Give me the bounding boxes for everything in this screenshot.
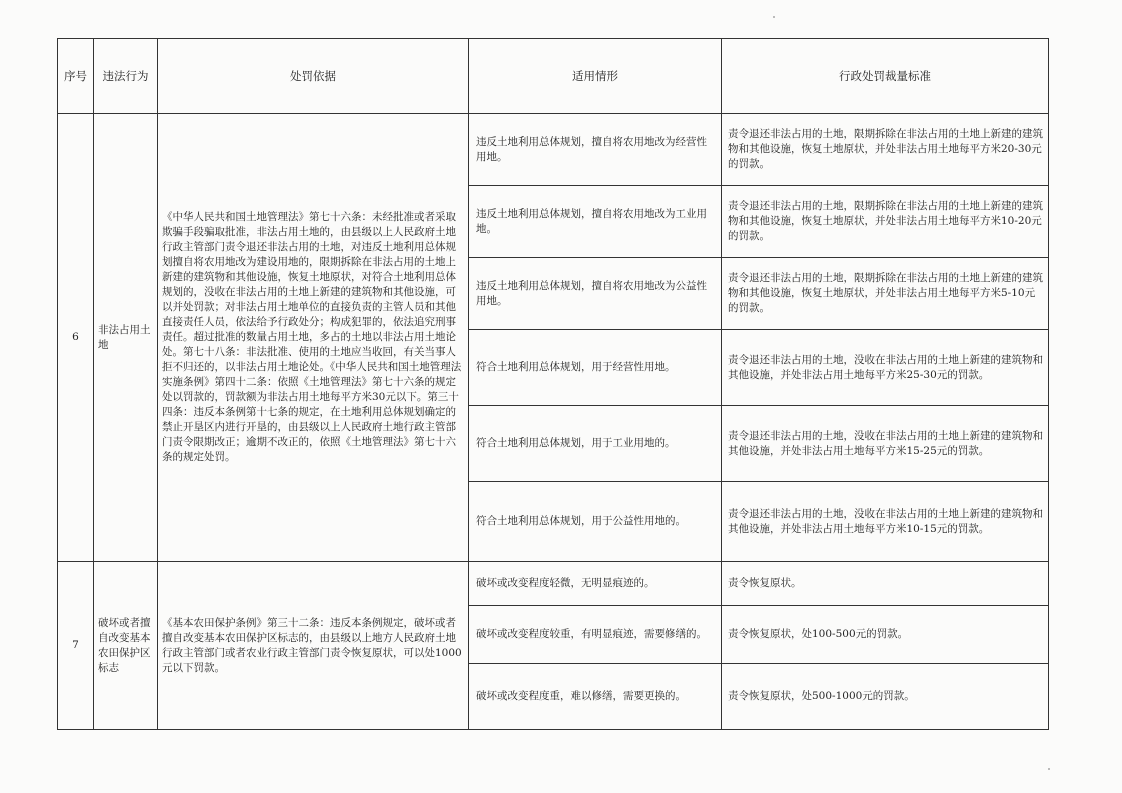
standard-cell: 责令恢复原状，处100-500元的罚款。 [722,606,1049,664]
standard-cell: 责令退还非法占用的土地，限期拆除在非法占用的土地上新建的建筑物和其他设施，恢复土地原状，并处非法占用土地每平方米5-10元的罚款。 [722,258,1049,330]
situation-cell: 违反土地利用总体规划，擅自将农用地改为经营性用地。 [469,114,722,186]
standard-cell: 责令退还非法占用的土地，没收在非法占用的土地上新建的建筑物和其他设施，并处非法占用土地每平方米15-25元的罚款。 [722,406,1049,482]
penalty-basis: 《中华人民共和国土地管理法》第七十六条：未经批准或者采取欺骗手段骗取批准，非法占用土地的，由县级以上人民政府土地行政主管部门责令退还非法占用的土地，对违反土地利用总体规划擅自将农用地改为建设用地的，限期拆除在非法占用的土地上新建的建筑物和其他设施，恢复土地原状，对符合土地利用总体规划的，没收在非法占用的土地上新建的建筑物和其他设施，可以并处罚款；对非法占用土地单位的直接负责的主管人员和其他直接责任人员，依法给予行政处分；构成犯罪的，依法追究刑事责任。超过批准的数量占用土地，多占的土地以非法占用土地论处。第七十八条：非法批准、使用的土地应当收回，有关当事人拒不归还的，以非法占用土地论处。《中华人民共和国土地管理法实施条例》第四十二条：依照《土地管理法》第七十六条的规定处以罚款的，罚款额为非法占用土地每平方米30元以下。第三十四条：违反本条例第十七条的规定，在土地利用总体规划确定的禁止开垦区内进行开垦的，由县级以上人民政府土地行政主管部门责令限期改正；逾期不改正的，依照《土地管理法》第七十六条的规定处罚。 [158,114,469,562]
situation-cell: 违反土地利用总体规划，擅自将农用地改为公益性用地。 [469,258,722,330]
standard-cell: 责令恢复原状，处500-1000元的罚款。 [722,664,1049,730]
violation-act: 非法占用土地 [94,114,158,562]
situation-cell: 破坏或改变程度重，难以修缮，需要更换的。 [469,664,722,730]
penalty-table [57,38,1049,730]
penalty-standard-sheet [57,38,1048,730]
situation-cell: 符合土地利用总体规划，用于公益性用地的。 [469,482,722,562]
situation-cell: 破坏或改变程度较重，有明显痕迹，需要修缮的。 [469,606,722,664]
row-number: 7 [58,562,94,730]
header-situation: 适用情形 [469,39,722,114]
header-standard: 行政处罚裁量标准 [722,39,1049,114]
table-row [58,114,1049,186]
scan-speck [1048,768,1050,770]
standard-cell: 责令恢复原状。 [722,562,1049,606]
header-no: 序号 [58,39,94,114]
header-row [58,39,1049,114]
standard-cell: 责令退还非法占用的土地，没收在非法占用的土地上新建的建筑物和其他设施，并处非法占用土地每平方米25-30元的罚款。 [722,330,1049,406]
standard-cell: 责令退还非法占用的土地，限期拆除在非法占用的土地上新建的建筑物和其他设施，恢复土地原状，并处非法占用土地每平方米10-20元的罚款。 [722,186,1049,258]
standard-cell: 责令退还非法占用的土地，限期拆除在非法占用的土地上新建的建筑物和其他设施，恢复土地原状，并处非法占用土地每平方米20-30元的罚款。 [722,114,1049,186]
violation-act: 破坏或者擅自改变基本农田保护区标志 [94,562,158,730]
standard-cell: 责令退还非法占用的土地，没收在非法占用的土地上新建的建筑物和其他设施，并处非法占用土地每平方米10-15元的罚款。 [722,482,1049,562]
penalty-basis: 《基本农田保护条例》第三十二条：违反本条例规定，破坏或者擅自改变基本农田保护区标志的，由县级以上地方人民政府土地行政主管部门或者农业行政主管部门责令恢复原状，可以处1000元以下罚款。 [158,562,469,730]
situation-cell: 符合土地利用总体规划，用于经营性用地。 [469,330,722,406]
table-row [58,562,1049,606]
situation-cell: 符合土地利用总体规划，用于工业用地的。 [469,406,722,482]
row-number: 6 [58,114,94,562]
header-basis: 处罚依据 [158,39,469,114]
situation-cell: 违反土地利用总体规划，擅自将农用地改为工业用地。 [469,186,722,258]
situation-cell: 破坏或改变程度轻微，无明显痕迹的。 [469,562,722,606]
header-act: 违法行为 [94,39,158,114]
scan-speck [773,16,775,18]
